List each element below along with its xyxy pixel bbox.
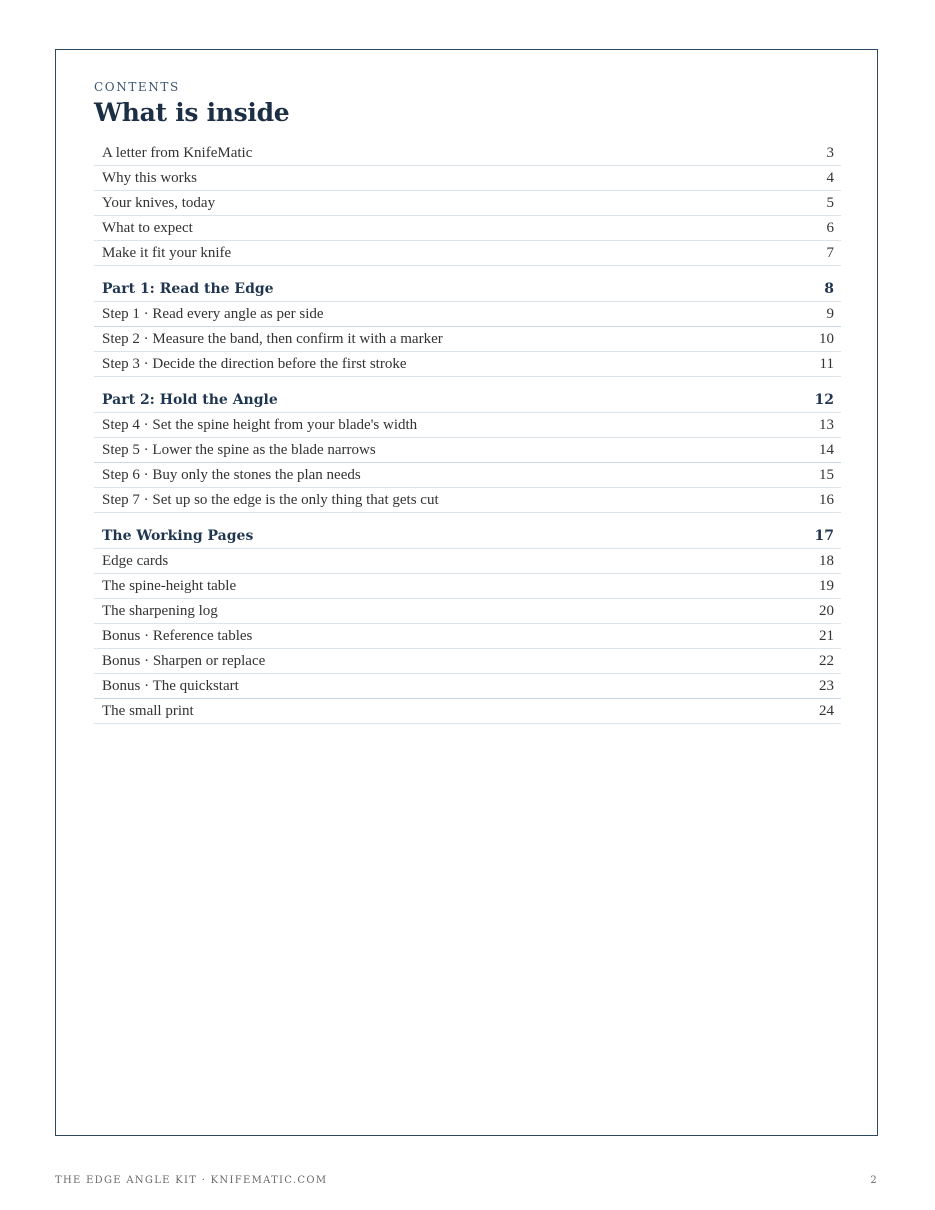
toc-entry[interactable] [94,649,841,674]
toc-entry[interactable] [94,352,841,377]
toc-entry[interactable] [94,463,841,488]
toc-entry-label: Bonus · The quickstart [102,677,239,694]
toc-part-heading[interactable] [94,276,841,302]
toc-entry-label: Your knives, today [102,194,216,211]
toc-entry-page: 4 [826,169,834,186]
toc-entry[interactable] [94,488,841,513]
toc-part-page: 12 [814,391,834,408]
toc-entry[interactable] [94,599,841,624]
toc-entry[interactable] [94,166,841,191]
toc-entry-label: Step 2 · Measure the band, then confirm it with a marker [102,330,443,347]
page-footer [55,1175,878,1186]
toc-entry-label: The small print [102,702,194,719]
page-title: What is inside [94,98,290,127]
toc-entry-label: Make it fit your knife [102,244,232,261]
toc-entry-page: 19 [819,577,834,594]
toc-entry[interactable] [94,549,841,574]
toc-entry-label: Step 3 · Decide the direction before the first stroke [102,355,407,372]
toc-entry-page: 21 [819,627,834,644]
toc-part-label: Part 2: Hold the Angle [102,391,278,408]
toc-entry-label: Bonus · Sharpen or replace [102,652,266,669]
toc-entry-label: What to expect [102,219,193,236]
toc-entry-label: Edge cards [102,552,169,569]
toc-entry-label: A letter from KnifeMatic [102,144,253,161]
toc-entry-page: 13 [819,416,834,433]
toc-entry-label: Step 4 · Set the spine height from your blade's width [102,416,418,433]
toc-entry[interactable] [94,438,841,463]
toc-entry-label: Step 6 · Buy only the stones the plan needs [102,466,361,483]
toc-entry-label: The spine-height table [102,577,237,594]
toc-entry[interactable] [94,413,841,438]
toc-entry-page: 7 [826,244,834,261]
toc-entry[interactable] [94,302,841,327]
toc-part-heading[interactable] [94,387,841,413]
toc-entry-page: 16 [819,491,834,508]
toc-entry[interactable] [94,674,841,699]
toc-entry[interactable] [94,141,841,166]
toc-part-heading[interactable] [94,523,841,549]
toc-part-page: 8 [824,280,834,297]
toc-entry-page: 18 [819,552,834,569]
toc-entry-page: 24 [819,702,834,719]
toc-entry-label: Step 5 · Lower the spine as the blade narrows [102,441,376,458]
toc-entry-page: 22 [819,652,834,669]
table-of-contents [94,141,841,724]
toc-entry-page: 20 [819,602,834,619]
page-frame [55,49,878,1136]
toc-entry[interactable] [94,191,841,216]
toc-entry-page: 23 [819,677,834,694]
toc-entry-label: Step 7 · Set up so the edge is the only thing that gets cut [102,491,439,508]
toc-entry-page: 5 [826,194,834,211]
toc-part-label: The Working Pages [102,527,254,544]
toc-entry[interactable] [94,624,841,649]
toc-entry[interactable] [94,241,841,266]
section-eyebrow: CONTENTS [94,80,180,94]
toc-entry-page: 11 [819,355,834,372]
toc-entry-label: Step 1 · Read every angle as per side [102,305,324,322]
toc-entry-label: Bonus · Reference tables [102,627,253,644]
toc-entry[interactable] [94,216,841,241]
footer-running-title: THE EDGE ANGLE KIT · KNIFEMATIC.COM [55,1175,328,1186]
toc-entry-page: 6 [826,219,834,236]
toc-entry-page: 14 [819,441,834,458]
toc-entry-page: 3 [826,144,834,161]
toc-entry-page: 10 [819,330,834,347]
toc-part-label: Part 1: Read the Edge [102,280,274,297]
toc-entry[interactable] [94,574,841,599]
toc-entry-label: Why this works [102,169,197,186]
toc-entry-page: 9 [826,305,834,322]
footer-page-number: 2 [870,1175,878,1186]
toc-entry[interactable] [94,327,841,352]
toc-entry-label: The sharpening log [102,602,218,619]
toc-entry[interactable] [94,699,841,724]
toc-part-page: 17 [814,527,834,544]
toc-entry-page: 15 [819,466,834,483]
